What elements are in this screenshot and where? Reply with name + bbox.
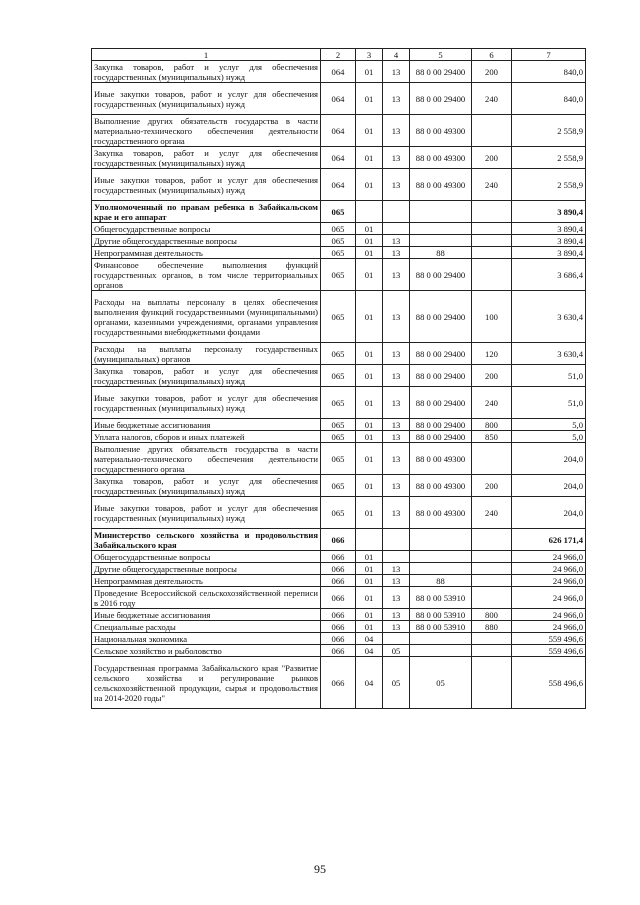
- row-amount: 840,0: [512, 61, 586, 83]
- table-row: [92, 201, 586, 223]
- row-expense-type: [472, 235, 512, 247]
- table-row: [92, 621, 586, 633]
- row-amount: 558 496,6: [512, 657, 586, 709]
- table-row: [92, 563, 586, 575]
- row-ministry-code: 066: [321, 657, 356, 709]
- table-row: [92, 83, 586, 115]
- header-col-6: 6: [472, 49, 512, 61]
- row-expense-type: 800: [472, 419, 512, 431]
- row-subsection-code: 13: [383, 587, 410, 609]
- header-col-3: 3: [356, 49, 383, 61]
- row-description: Проведение Всероссийской сельскохозяйственной переписи в 2016 году: [92, 587, 321, 609]
- row-target-article: 88 0 00 29400: [410, 83, 472, 115]
- row-amount: 204,0: [512, 497, 586, 529]
- row-section-code: 01: [356, 475, 383, 497]
- row-description: Общегосударственные вопросы: [92, 223, 321, 235]
- row-description: Закупка товаров, работ и услуг для обеспечения государственных (муниципальных) нужд: [92, 475, 321, 497]
- row-ministry-code: 065: [321, 365, 356, 387]
- row-target-article: 88 0 00 49300: [410, 115, 472, 147]
- row-description: Закупка товаров, работ и услуг для обеспечения государственных (муниципальных) нужд: [92, 147, 321, 169]
- row-section-code: 01: [356, 497, 383, 529]
- row-amount: 5,0: [512, 431, 586, 443]
- row-target-article: 88 0 00 53910: [410, 587, 472, 609]
- row-section-code: 01: [356, 259, 383, 291]
- row-ministry-code: 066: [321, 645, 356, 657]
- row-target-article: 88 0 00 29400: [410, 61, 472, 83]
- row-ministry-code: 064: [321, 115, 356, 147]
- row-amount: 204,0: [512, 475, 586, 497]
- row-target-article: [410, 645, 472, 657]
- row-subsection-code: 05: [383, 645, 410, 657]
- row-description: Другие общегосударственные вопросы: [92, 563, 321, 575]
- row-target-article: 88: [410, 247, 472, 259]
- row-expense-type: 240: [472, 169, 512, 201]
- table-row: [92, 551, 586, 563]
- row-expense-type: [472, 551, 512, 563]
- row-section-code: 01: [356, 223, 383, 235]
- row-subsection-code: 13: [383, 497, 410, 529]
- row-description: Иные закупки товаров, работ и услуг для обеспечения государственных (муниципальных) нужд: [92, 497, 321, 529]
- row-expense-type: 850: [472, 431, 512, 443]
- row-description: Другие общегосударственные вопросы: [92, 235, 321, 247]
- header-col-2: 2: [321, 49, 356, 61]
- row-subsection-code: [383, 551, 410, 563]
- row-amount: 3 890,4: [512, 235, 586, 247]
- table-row: [92, 223, 586, 235]
- row-section-code: 04: [356, 657, 383, 709]
- row-expense-type: [472, 633, 512, 645]
- row-amount: 24 966,0: [512, 575, 586, 587]
- row-section-code: 01: [356, 387, 383, 419]
- row-section-code: 01: [356, 443, 383, 475]
- row-description: Иные закупки товаров, работ и услуг для обеспечения государственных (муниципальных) нужд: [92, 387, 321, 419]
- row-amount: 24 966,0: [512, 551, 586, 563]
- row-description: Закупка товаров, работ и услуг для обеспечения государственных (муниципальных) нужд: [92, 61, 321, 83]
- row-section-code: 01: [356, 291, 383, 343]
- row-section-code: 01: [356, 621, 383, 633]
- row-amount: 24 966,0: [512, 621, 586, 633]
- row-amount: 559 496,6: [512, 633, 586, 645]
- row-subsection-code: [383, 529, 410, 551]
- row-ministry-code: 065: [321, 247, 356, 259]
- row-expense-type: 880: [472, 621, 512, 633]
- row-subsection-code: 13: [383, 475, 410, 497]
- row-ministry-code: 066: [321, 575, 356, 587]
- row-target-article: 88 0 00 29400: [410, 431, 472, 443]
- row-subsection-code: 13: [383, 169, 410, 201]
- row-expense-type: [472, 223, 512, 235]
- row-section-code: 01: [356, 609, 383, 621]
- row-amount: 51,0: [512, 365, 586, 387]
- row-description: Уполномоченный по правам ребенка в Забайкальском крае и его аппарат: [92, 201, 321, 223]
- row-description: Выполнение других обязательств государства в части материально-технического обеспечения деятельности государственного органа: [92, 443, 321, 475]
- row-ministry-code: 065: [321, 235, 356, 247]
- row-target-article: 88 0 00 49300: [410, 443, 472, 475]
- row-section-code: 01: [356, 115, 383, 147]
- row-section-code: 01: [356, 575, 383, 587]
- row-description: Национальная экономика: [92, 633, 321, 645]
- row-ministry-code: 066: [321, 621, 356, 633]
- table-row: [92, 529, 586, 551]
- row-expense-type: [472, 657, 512, 709]
- table-row: [92, 387, 586, 419]
- row-subsection-code: 13: [383, 235, 410, 247]
- row-expense-type: 200: [472, 147, 512, 169]
- table-row: [92, 365, 586, 387]
- row-subsection-code: [383, 201, 410, 223]
- row-amount: 559 496,6: [512, 645, 586, 657]
- row-expense-type: 200: [472, 61, 512, 83]
- row-target-article: [410, 223, 472, 235]
- row-subsection-code: 13: [383, 387, 410, 419]
- row-description: Иные бюджетные ассигнования: [92, 419, 321, 431]
- row-amount: 5,0: [512, 419, 586, 431]
- row-description: Специальные расходы: [92, 621, 321, 633]
- row-ministry-code: 066: [321, 563, 356, 575]
- row-subsection-code: 13: [383, 115, 410, 147]
- row-target-article: 88 0 00 49300: [410, 169, 472, 201]
- row-description: Уплата налогов, сборов и иных платежей: [92, 431, 321, 443]
- row-amount: 840,0: [512, 83, 586, 115]
- header-col-5: 5: [410, 49, 472, 61]
- budget-table-body: [92, 49, 586, 709]
- header-col-7: 7: [512, 49, 586, 61]
- row-subsection-code: 13: [383, 365, 410, 387]
- row-expense-type: [472, 645, 512, 657]
- row-expense-type: 240: [472, 497, 512, 529]
- row-subsection-code: 13: [383, 419, 410, 431]
- row-description: Закупка товаров, работ и услуг для обеспечения государственных (муниципальных) нужд: [92, 365, 321, 387]
- row-ministry-code: 065: [321, 419, 356, 431]
- table-row: [92, 587, 586, 609]
- table-row: [92, 291, 586, 343]
- row-target-article: 88 0 00 29400: [410, 259, 472, 291]
- row-target-article: [410, 633, 472, 645]
- row-expense-type: [472, 443, 512, 475]
- row-description: Сельское хозяйство и рыболовство: [92, 645, 321, 657]
- header-row: [92, 49, 586, 61]
- row-target-article: [410, 201, 472, 223]
- row-description: Выполнение других обязательств государства в части материально-технического обеспечения деятельности государственного органа: [92, 115, 321, 147]
- table-row: [92, 575, 586, 587]
- row-ministry-code: 065: [321, 259, 356, 291]
- row-expense-type: [472, 563, 512, 575]
- row-expense-type: [472, 259, 512, 291]
- row-section-code: 04: [356, 633, 383, 645]
- row-target-article: 88 0 00 29400: [410, 419, 472, 431]
- row-ministry-code: 065: [321, 387, 356, 419]
- row-ministry-code: 064: [321, 147, 356, 169]
- row-ministry-code: 065: [321, 475, 356, 497]
- row-expense-type: [472, 587, 512, 609]
- row-section-code: 01: [356, 563, 383, 575]
- row-subsection-code: 13: [383, 147, 410, 169]
- table-row: [92, 169, 586, 201]
- row-target-article: [410, 551, 472, 563]
- table-row: [92, 147, 586, 169]
- row-expense-type: 200: [472, 365, 512, 387]
- row-target-article: [410, 563, 472, 575]
- row-amount: 3 890,4: [512, 247, 586, 259]
- row-amount: 24 966,0: [512, 563, 586, 575]
- row-expense-type: 100: [472, 291, 512, 343]
- header-col-1: 1: [92, 49, 321, 61]
- row-subsection-code: 13: [383, 343, 410, 365]
- row-ministry-code: 066: [321, 551, 356, 563]
- table-row: [92, 259, 586, 291]
- row-expense-type: 200: [472, 475, 512, 497]
- row-amount: 3 890,4: [512, 201, 586, 223]
- row-ministry-code: 066: [321, 529, 356, 551]
- row-ministry-code: 066: [321, 633, 356, 645]
- table-row: [92, 475, 586, 497]
- row-description: Расходы на выплаты персоналу в целях обеспечения выполнения функций государственными (муниципальными) органами, казенными учреждениями, органами управления государственными внебюджетными фондами: [92, 291, 321, 343]
- row-description: Иные закупки товаров, работ и услуг для обеспечения государственных (муниципальных) нужд: [92, 83, 321, 115]
- row-section-code: 01: [356, 247, 383, 259]
- row-description: Непрограммная деятельность: [92, 247, 321, 259]
- row-expense-type: 800: [472, 609, 512, 621]
- row-expense-type: 240: [472, 83, 512, 115]
- row-expense-type: [472, 529, 512, 551]
- row-amount: 24 966,0: [512, 587, 586, 609]
- row-amount: 51,0: [512, 387, 586, 419]
- row-target-article: 88 0 00 53910: [410, 609, 472, 621]
- row-section-code: 01: [356, 551, 383, 563]
- table-row: [92, 431, 586, 443]
- row-section-code: [356, 201, 383, 223]
- row-subsection-code: 05: [383, 657, 410, 709]
- row-subsection-code: 13: [383, 291, 410, 343]
- row-target-article: 88 0 00 53910: [410, 621, 472, 633]
- row-section-code: 01: [356, 365, 383, 387]
- row-expense-type: [472, 115, 512, 147]
- row-subsection-code: 13: [383, 621, 410, 633]
- row-amount: 24 966,0: [512, 609, 586, 621]
- row-ministry-code: 065: [321, 201, 356, 223]
- table-row: [92, 61, 586, 83]
- row-ministry-code: 065: [321, 223, 356, 235]
- table-row: [92, 497, 586, 529]
- row-expense-type: 120: [472, 343, 512, 365]
- row-target-article: 88 0 00 29400: [410, 365, 472, 387]
- row-subsection-code: 13: [383, 609, 410, 621]
- row-subsection-code: 13: [383, 563, 410, 575]
- row-subsection-code: 13: [383, 431, 410, 443]
- table-row: [92, 657, 586, 709]
- row-amount: 626 171,4: [512, 529, 586, 551]
- row-ministry-code: 065: [321, 343, 356, 365]
- row-subsection-code: [383, 633, 410, 645]
- row-target-article: 88 0 00 49300: [410, 497, 472, 529]
- row-section-code: 01: [356, 83, 383, 115]
- row-section-code: 01: [356, 419, 383, 431]
- row-amount: 3 890,4: [512, 223, 586, 235]
- budget-table: [91, 48, 586, 709]
- row-amount: 3 686,4: [512, 259, 586, 291]
- row-section-code: 01: [356, 147, 383, 169]
- row-ministry-code: 064: [321, 83, 356, 115]
- row-target-article: 88: [410, 575, 472, 587]
- row-target-article: 05: [410, 657, 472, 709]
- table-row: [92, 609, 586, 621]
- row-description: Государственная программа Забайкальского края "Развитие сельского хозяйства и регулирование рынков сельскохозяйственной продукции, сырья и продовольствия на 2014-2020 годы": [92, 657, 321, 709]
- row-amount: 2 558,9: [512, 169, 586, 201]
- row-amount: 3 630,4: [512, 343, 586, 365]
- row-subsection-code: [383, 223, 410, 235]
- row-ministry-code: 064: [321, 61, 356, 83]
- row-target-article: 88 0 00 29400: [410, 387, 472, 419]
- row-section-code: 01: [356, 587, 383, 609]
- row-section-code: 01: [356, 61, 383, 83]
- table-row: [92, 115, 586, 147]
- table-row: [92, 633, 586, 645]
- table-row: [92, 443, 586, 475]
- row-subsection-code: 13: [383, 443, 410, 475]
- table-row: [92, 235, 586, 247]
- row-subsection-code: 13: [383, 83, 410, 115]
- row-ministry-code: 066: [321, 587, 356, 609]
- row-target-article: 88 0 00 49300: [410, 147, 472, 169]
- row-amount: 2 558,9: [512, 147, 586, 169]
- row-section-code: 01: [356, 343, 383, 365]
- row-subsection-code: 13: [383, 259, 410, 291]
- row-expense-type: 240: [472, 387, 512, 419]
- row-description: Иные бюджетные ассигнования: [92, 609, 321, 621]
- table-row: [92, 645, 586, 657]
- row-amount: 2 558,9: [512, 115, 586, 147]
- row-description: Иные закупки товаров, работ и услуг для обеспечения государственных (муниципальных) нужд: [92, 169, 321, 201]
- row-description: Непрограммная деятельность: [92, 575, 321, 587]
- row-target-article: 88 0 00 29400: [410, 291, 472, 343]
- row-section-code: 01: [356, 235, 383, 247]
- row-amount: 204,0: [512, 443, 586, 475]
- row-description: Расходы на выплаты персоналу государственных (муниципальных) органов: [92, 343, 321, 365]
- table-row: [92, 247, 586, 259]
- row-target-article: [410, 235, 472, 247]
- row-ministry-code: 065: [321, 291, 356, 343]
- header-col-4: 4: [383, 49, 410, 61]
- row-ministry-code: 065: [321, 497, 356, 529]
- table-row: [92, 419, 586, 431]
- row-section-code: 04: [356, 645, 383, 657]
- row-ministry-code: 065: [321, 443, 356, 475]
- row-expense-type: [472, 201, 512, 223]
- row-subsection-code: 13: [383, 247, 410, 259]
- row-ministry-code: 064: [321, 169, 356, 201]
- row-expense-type: [472, 247, 512, 259]
- row-target-article: 88 0 00 29400: [410, 343, 472, 365]
- row-target-article: 88 0 00 49300: [410, 475, 472, 497]
- page-number: 95: [314, 862, 326, 876]
- row-section-code: 01: [356, 431, 383, 443]
- table-row: [92, 343, 586, 365]
- row-ministry-code: 065: [321, 431, 356, 443]
- row-expense-type: [472, 575, 512, 587]
- row-subsection-code: 13: [383, 61, 410, 83]
- row-target-article: [410, 529, 472, 551]
- row-description: Министерство сельского хозяйства и продовольствия Забайкальского края: [92, 529, 321, 551]
- row-amount: 3 630,4: [512, 291, 586, 343]
- row-subsection-code: 13: [383, 575, 410, 587]
- row-description: Финансовое обеспечение выполнения функций государственных органов, в том числе территориальных органов: [92, 259, 321, 291]
- row-section-code: [356, 529, 383, 551]
- row-ministry-code: 066: [321, 609, 356, 621]
- row-section-code: 01: [356, 169, 383, 201]
- row-description: Общегосударственные вопросы: [92, 551, 321, 563]
